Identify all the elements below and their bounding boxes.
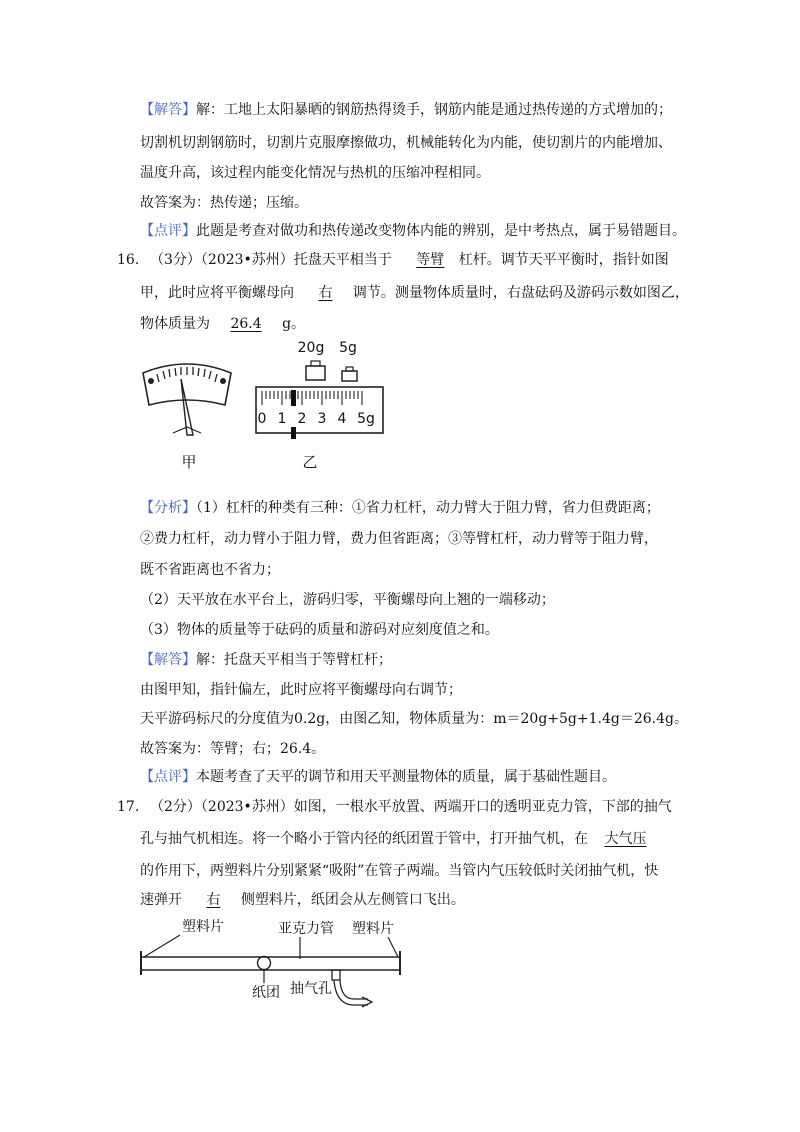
solution-tag: 【解答】 (140, 652, 196, 668)
scale-number: 0 (257, 411, 267, 427)
figure-caption: 甲 (181, 453, 197, 471)
q16-analysis-line: （2）天平放在水平台上，游码归零，平衡螺母向上翘的一端移动； (140, 592, 555, 608)
rider-bottom (291, 427, 296, 439)
q17-stem-line: （2分）（2023•苏州）如图，一根水平放置、两端开口的透明亚克力管，下部的抽气 (150, 799, 672, 815)
scale-number: 1 (277, 411, 287, 427)
label-hole: 抽气孔 (290, 981, 332, 997)
suction-hose (334, 980, 368, 1005)
q16-stem-text: 物体质量为 (140, 316, 210, 332)
q16-stem-line (140, 283, 689, 303)
question-number: 16. (117, 252, 140, 268)
question-number: 17. (117, 799, 140, 815)
q17-stem-text: 速弹开 (140, 892, 182, 908)
figure-caption: 乙 (302, 453, 318, 471)
q16-stem-text: g。 (282, 316, 306, 332)
answer-blank: 大气压 (604, 831, 647, 847)
q16-stem-text: 杠杆。调节天平平衡时，指针如图 (458, 252, 669, 268)
pointer-scale-figure (143, 364, 231, 435)
analysis-tag: 【分析】 (140, 500, 196, 516)
q17-stem-line: 的作用下，两塑料片分别紧紧“吸附”在管子两端。当管内气压较低时关闭抽气机，快 (140, 863, 659, 879)
q16-stem-line (140, 314, 305, 334)
q16-analysis-line: 既不省距离也不省力； (140, 562, 280, 578)
q15-text-line: 切割机切割钢筋时，切割片克服摩擦做功，机械能转化为内能，使切割片的内能增加、 (140, 135, 672, 151)
q16-solution-line (140, 650, 392, 670)
paper-ball (258, 957, 271, 970)
scale-number: 4 (337, 411, 347, 427)
scale-number: 2 (297, 411, 307, 427)
q17-stem-line (140, 829, 648, 849)
review-text: 此题是考查对做功和热传递改变物体内能的辨别，是中考热点，属于易错题目。 (196, 223, 686, 239)
weight-label: 5g (339, 340, 357, 356)
analysis-text: （1）杠杆的种类有三种：①省力杠杆，动力臂大于阻力臂，省力但费距离； (196, 500, 660, 516)
q16-analysis-line (140, 498, 660, 518)
solution-tag: 【解答】 (140, 102, 196, 118)
q16-stem-line (150, 250, 669, 270)
q16-analysis-line: （3）物体的质量等于砝码的质量和游码对应刻度值之和。 (140, 622, 499, 638)
review-tag: 【点评】 (140, 769, 196, 785)
weight-5g (342, 367, 357, 381)
q16-answer-line: 故答案为：等臂；右；26.4。 (140, 741, 326, 757)
rider-top (291, 390, 296, 406)
scale-number: 5g (357, 411, 375, 427)
review-tag: 【点评】 (140, 223, 196, 239)
suction-hole (332, 970, 340, 980)
scale-ticks (262, 391, 362, 405)
solution-text: 解：托盘天平相当于等臂杠杆； (196, 652, 392, 668)
q16-stem-text: 调节。测量物体质量时，右盘砝码及游码示数如图乙， (352, 285, 689, 301)
review-text: 本题考查了天平的调节和用天平测量物体的质量，属于基础性题目。 (196, 769, 616, 785)
weights-scale-figure (256, 340, 383, 439)
weight-20g (306, 361, 325, 380)
label-paper: 纸团 (252, 985, 280, 1001)
q17-stem-text: 侧塑料片，纸团会从左侧管口飞出。 (240, 892, 465, 908)
answer-blank: 右 (318, 285, 333, 301)
q16-analysis-line: ②费力杠杆，动力臂小于阻力臂，费力但省距离；③等臂杠杆，动力臂等于阻力臂， (140, 531, 658, 547)
solution-text: 解：工地上太阳暴晒的钢筋热得烫手，钢筋内能是通过热传递的方式增加的； (196, 102, 672, 118)
q16-review-line (140, 767, 616, 787)
balance-figure (135, 335, 395, 475)
q15-answer-line: 故答案为：热传递；压缩。 (140, 195, 308, 211)
q15-solution-line (140, 100, 672, 120)
answer-blank: 等臂 (416, 252, 445, 268)
q16-solution-line: 天平游码标尺的分度值为0.2g，由图乙知，物体质量为：m＝20g+5g+1.4g＝26.4g。 (140, 711, 688, 727)
q17-stem-text: 孔与抽气机相连。将一个略小于管内径的纸团置于管中，打开抽气机，在 (140, 831, 588, 847)
label-left-plastic: 塑料片 (182, 919, 224, 935)
q16-stem-text: （3分）（2023•苏州）托盘天平相当于 (150, 252, 392, 268)
label-tube: 亚克力管 (278, 921, 334, 937)
label-right-plastic: 塑料片 (352, 921, 394, 937)
answer-blank: 右 (206, 892, 221, 908)
scale-number: 3 (317, 411, 327, 427)
q15-text-line: 温度升高，该过程内能变化情况与热机的压缩冲程相同。 (140, 165, 490, 181)
answer-blank: 26.4 (230, 316, 262, 332)
tube-figure (130, 915, 420, 1015)
q15-review-line (140, 221, 686, 241)
weight-label: 20g (297, 340, 325, 356)
q16-solution-line: 由图甲知，指针偏左，此时应将平衡螺母向右调节； (140, 682, 462, 698)
q17-stem-line (140, 890, 465, 910)
q16-stem-text: 甲，此时应将平衡螺母向 (140, 285, 294, 301)
